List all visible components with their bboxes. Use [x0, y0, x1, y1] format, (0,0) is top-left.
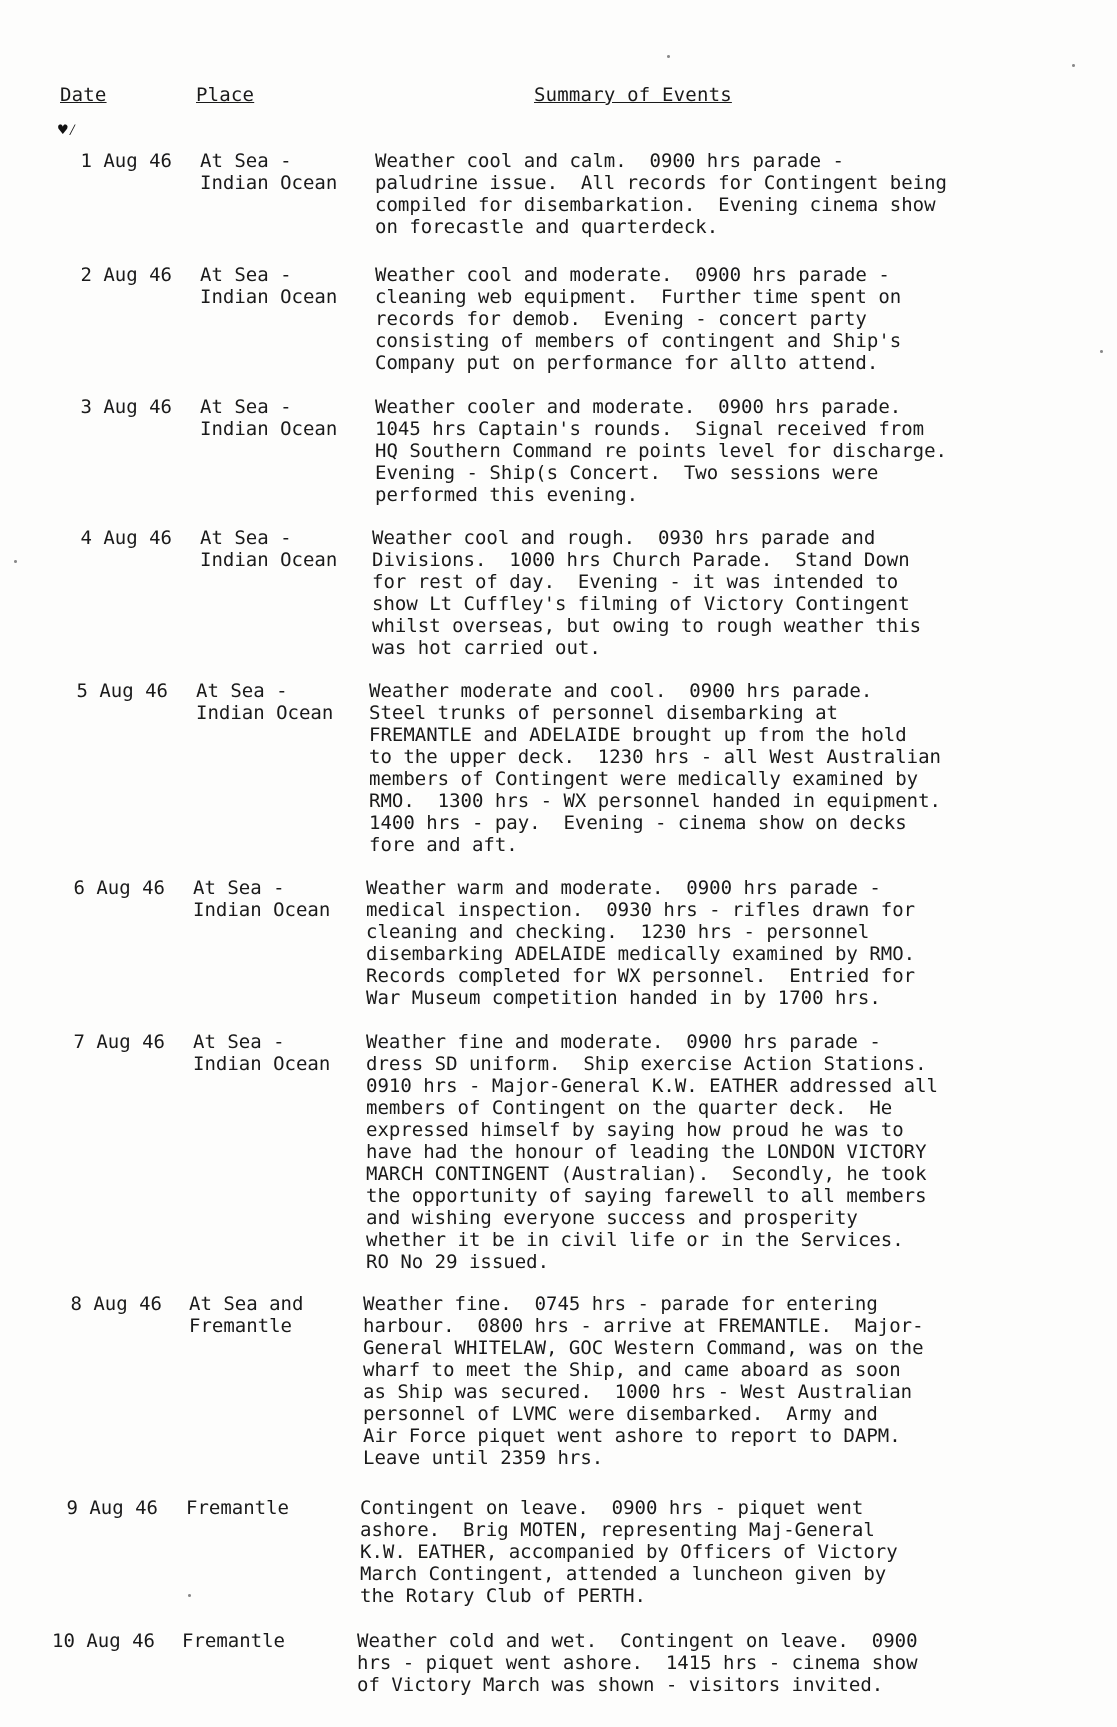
entry-summary-line: members of Contingent on the quarter deck. He	[366, 1097, 893, 1119]
entry-date: 9 Aug 46	[66, 1497, 158, 1519]
entry-summary-line: consisting of members of contingent and Ship's	[375, 330, 902, 352]
entry-summary	[372, 527, 921, 659]
entry-summary	[375, 264, 901, 374]
entry-summary	[357, 1630, 918, 1696]
entry-place-line: At Sea -	[200, 396, 292, 418]
entry-summary-line: whilst overseas, but owing to rough weather this	[372, 615, 922, 637]
entry-place-line: Indian Ocean	[200, 418, 338, 440]
scan-speck-icon	[1072, 64, 1075, 67]
entry-summary-line: Records completed for WX personnel. Entried for	[366, 965, 916, 987]
entry-summary-line: Leave until 2359 hrs.	[363, 1447, 604, 1469]
entry-summary-line: RMO. 1300 hrs - WX personnel handed in equipment.	[369, 790, 941, 812]
scan-speck-icon	[1100, 350, 1103, 353]
entry-place	[200, 150, 337, 194]
entry-place	[186, 1497, 289, 1519]
entry-summary-line: compiled for disembarkation. Evening cinema show	[375, 194, 936, 216]
entry-summary-line: General WHITELAW, GOC Western Command, was on the	[363, 1337, 924, 1359]
entry-place	[193, 877, 330, 921]
entry-place-line: Fremantle	[186, 1497, 289, 1519]
entry-summary-line: whether it be in civil life or in the Services.	[366, 1229, 904, 1251]
entry-date: 7 Aug 46	[73, 1031, 165, 1053]
entry-place-line: Fremantle	[189, 1315, 292, 1337]
summary-column-header: Summary of Events	[534, 84, 732, 106]
entry-place-line: At Sea -	[193, 1031, 285, 1053]
entry-place-line: At Sea -	[196, 680, 288, 702]
entry-summary-line: Weather cool and calm. 0900 hrs parade -	[375, 150, 844, 172]
entry-place-line: Fremantle	[182, 1630, 285, 1652]
entry-summary-line: 1400 hrs - pay. Evening - cinema show on decks	[369, 812, 907, 834]
entry-summary-line: Divisions. 1000 hrs Church Parade. Stand Down	[372, 549, 910, 571]
entry-summary-line: members of Contingent were medically examined by	[369, 768, 919, 790]
entry-place-line: At Sea -	[200, 527, 292, 549]
entry-place-line: Indian Ocean	[200, 172, 338, 194]
entry-summary-line: show Lt Cuffley's filming of Victory Contingent	[372, 593, 910, 615]
entry-place-line: Indian Ocean	[193, 899, 331, 921]
entry-summary-line: Weather warm and moderate. 0900 hrs parade -	[366, 877, 881, 899]
entry-summary-line: of Victory March was shown - visitors invited.	[357, 1674, 884, 1696]
entry-date: 6 Aug 46	[73, 877, 165, 899]
entry-summary-line: cleaning and checking. 1230 hrs - personnel	[366, 921, 870, 943]
scan-speck-icon	[14, 560, 17, 563]
entry-summary-line: hrs - piquet went ashore. 1415 hrs - cinema show	[357, 1652, 918, 1674]
entry-summary-line: Weather fine and moderate. 0900 hrs parade -	[366, 1031, 881, 1053]
entry-summary	[375, 150, 947, 238]
entry-summary-line: on forecastle and quarterdeck.	[375, 216, 719, 238]
entry-summary-line: K.W. EATHER, accompanied by Officers of Victory	[360, 1541, 898, 1563]
entry-summary-line: Weather moderate and cool. 0900 hrs parade.	[369, 680, 873, 702]
entry-place	[200, 527, 337, 571]
entry-summary-line: Weather fine. 0745 hrs - parade for entering	[363, 1293, 878, 1315]
entry-summary	[366, 1031, 938, 1273]
entry-summary-line: medical inspection. 0930 hrs - rifles drawn for	[366, 899, 916, 921]
entry-summary-line: paludrine issue. All records for Contingent being	[375, 172, 947, 194]
entry-place-line: At Sea -	[200, 150, 292, 172]
entry-summary-line: 0910 hrs - Major-General K.W. EATHER addressed all	[366, 1075, 938, 1097]
entry-place	[193, 1031, 330, 1075]
entry-place-line: At Sea and	[189, 1293, 304, 1315]
entry-summary-line: Weather cooler and moderate. 0900 hrs parade.	[375, 396, 902, 418]
entry-summary-line: March Contingent, attended a luncheon given by	[360, 1563, 887, 1585]
entry-summary-line: Weather cool and rough. 0930 hrs parade and	[372, 527, 876, 549]
entry-place-line: Indian Ocean	[200, 286, 338, 308]
date-column-header: Date	[60, 84, 107, 106]
entry-summary-line: Evening - Ship(s Concert. Two sessions were	[375, 462, 879, 484]
entry-summary-line: have had the honour of leading the LONDON VICTORY	[366, 1141, 927, 1163]
entry-summary-line: Contingent on leave. 0900 hrs - piquet went	[360, 1497, 864, 1519]
entry-date: 8 Aug 46	[70, 1293, 162, 1315]
entry-place	[182, 1630, 285, 1652]
entry-summary-line: to the upper deck. 1230 hrs - all West Australian	[369, 746, 941, 768]
entry-summary-line: wharf to meet the Ship, and came aboard as soon	[363, 1359, 901, 1381]
entry-date: 5 Aug 46	[76, 680, 168, 702]
entry-place	[200, 264, 337, 308]
entry-summary-line: Air Force piquet went ashore to report to DAPM.	[363, 1425, 901, 1447]
entry-place-line: Indian Ocean	[193, 1053, 331, 1075]
entry-summary-line: MARCH CONTINGENT (Australian). Secondly, he took	[366, 1163, 927, 1185]
entry-summary-line: dress SD uniform. Ship exercise Action Stations.	[366, 1053, 927, 1075]
entry-summary-line: performed this evening.	[375, 484, 639, 506]
entry-summary-line: HQ Southern Command re points level for discharge.	[375, 440, 947, 462]
entry-summary-line: Weather cold and wet. Contingent on leave. 0900	[357, 1630, 918, 1652]
entry-place	[200, 396, 337, 440]
entry-date: 1 Aug 46	[80, 150, 172, 172]
entry-summary	[366, 877, 915, 1009]
entry-summary-line: disembarking ADELAIDE medically examined by RMO.	[366, 943, 916, 965]
entry-summary-line: the opportunity of saying farewell to all members	[366, 1185, 927, 1207]
scan-speck-icon	[188, 1594, 191, 1597]
entry-summary-line: harbour. 0800 hrs - arrive at FREMANTLE. Major-	[363, 1315, 924, 1337]
entry-date: 2 Aug 46	[80, 264, 172, 286]
entry-summary	[360, 1497, 898, 1607]
entry-summary-line: records for demob. Evening - concert party	[375, 308, 867, 330]
entry-summary-line: was hot carried out.	[372, 637, 601, 659]
entry-summary-line: the Rotary Club of PERTH.	[360, 1585, 646, 1607]
entry-summary-line: Weather cool and moderate. 0900 hrs parade -	[375, 264, 890, 286]
entry-summary-line: cleaning web equipment. Further time spent on	[375, 286, 902, 308]
entry-place	[189, 1293, 303, 1337]
place-column-header: Place	[196, 84, 255, 106]
entry-place-line: At Sea -	[200, 264, 292, 286]
entry-summary-line: fore and aft.	[369, 834, 518, 856]
entry-summary-line: personnel of LVMC were disembarked. Army and	[363, 1403, 878, 1425]
entry-summary-line: Company put on performance for allto attend.	[375, 352, 879, 374]
handwritten-mark-icon: ♥⁄	[58, 120, 78, 139]
entry-summary	[369, 680, 941, 856]
entry-summary-line: War Museum competition handed in by 1700 hrs.	[366, 987, 881, 1009]
entry-summary-line: Steel trunks of personnel disembarking at	[369, 702, 838, 724]
entry-place-line: At Sea -	[193, 877, 285, 899]
entry-summary	[375, 396, 947, 506]
entry-summary-line: RO No 29 issued.	[366, 1251, 550, 1273]
entry-summary-line: 1045 hrs Captain's rounds. Signal received from	[375, 418, 925, 440]
entry-place-line: Indian Ocean	[196, 702, 334, 724]
entry-summary-line: as Ship was secured. 1000 hrs - West Australian	[363, 1381, 913, 1403]
entry-summary-line: expressed himself by saying how proud he was to	[366, 1119, 904, 1141]
entry-summary-line: FREMANTLE and ADELAIDE brought up from the hold	[369, 724, 907, 746]
entry-summary-line: and wishing everyone success and prosperity	[366, 1207, 858, 1229]
scan-speck-icon	[667, 55, 670, 58]
entry-place	[196, 680, 333, 724]
entry-date: 4 Aug 46	[80, 527, 172, 549]
entry-summary-line: for rest of day. Evening - it was intended to	[372, 571, 899, 593]
entry-date: 10 Aug 46	[52, 1630, 155, 1652]
entry-summary-line: ashore. Brig MOTEN, representing Maj-General	[360, 1519, 875, 1541]
entry-place-line: Indian Ocean	[200, 549, 338, 571]
entry-summary	[363, 1293, 924, 1469]
entry-date: 3 Aug 46	[80, 396, 172, 418]
